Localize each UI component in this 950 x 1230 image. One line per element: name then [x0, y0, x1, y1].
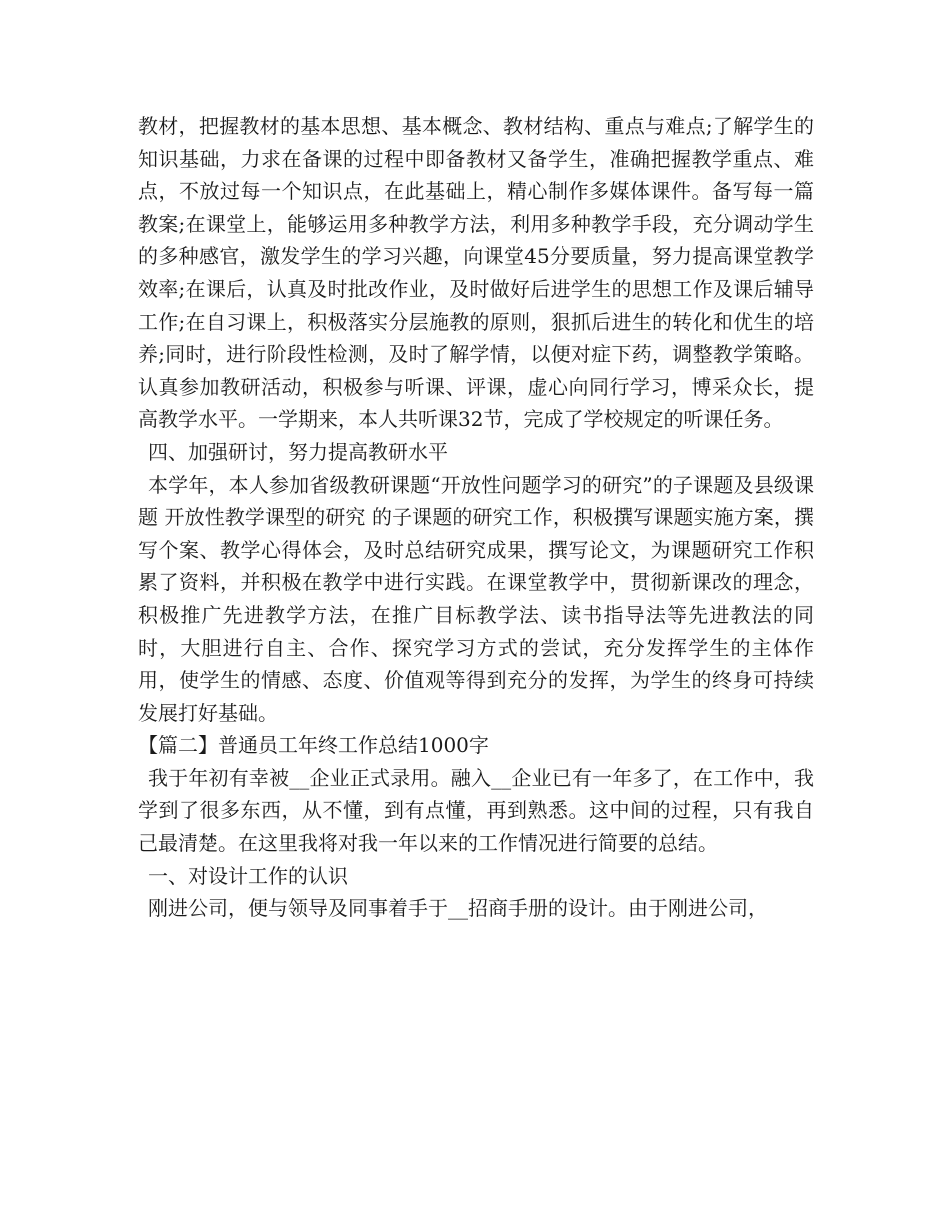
heading-part-two: 【篇二】普通员工年终工作总结1000字 — [138, 733, 489, 758]
paragraph-design-start: 刚进公司，便与领导及同事着手于__招商手册的设计。由于刚进公司， — [148, 896, 768, 921]
heading-section-four: 四、加强研讨，努力提高教研水平 — [148, 439, 448, 464]
heading-section-one: 一、对设计工作的认识 — [148, 863, 348, 888]
paragraph-teaching-continued: 教材，把握教材的基本思想、基本概念、教材结构、重点与难点;了解学生的知识基础，力求在备课的过程中即备教材又备学生，准确把握教学重点、难点，不放过每一个知识点，在此基础上，精心制作多媒体课件。备写每一篇教案;在课堂上，能够运用多种教学方法，利用多种教学手段，充分调动学生的多种感官，激发学生的学习兴趣，向课堂45分要质量，努力提高课堂教学效率;在课后，认真及时批改作业，及时做好后进学生的思想工作及课后辅导工作;在自习课上，积极落实分层施教的原则，狠抓后进生的转化和优生的培养;同时，进行阶段性检测，及时了解学情，以便对症下药，调整教学策略。认真参加教研活动，积极参与听课、评课，虚心向同行学习，博采众长，提高教学水平。一学期来，本人共听课32节，完成了学校规定的听课任务。 — [138, 114, 814, 432]
document-body — [138, 110, 814, 925]
paragraph-research: 本学年，本人参加省级教研课题“开放性问题学习的研究”的子课题及县级课题 开放性教学课型的研究 的子课题的研究工作，积极撰写课题实施方案，撰写个案、教学心得体会，及时总结研究成果，撰写论文，为课题研究工作积累了资料，并积极在教学中进行实践。在课堂教学中，贯彻新课改的理念，积极推广先进教学方法，在推广目标教学法、读书指导法等先进教法的同时，大胆进行自主、合作、探究学习方式的尝试，充分发挥学生的主体作用，使学生的情感、态度、价值观等得到充分的发挥，为学生的终身可持续发展打好基础。 — [138, 472, 814, 725]
paragraph-intro: 我于年初有幸被__企业正式录用。融入__企业已有一年多了，在工作中，我学到了很多东西，从不懂，到有点懂，再到熟悉。这中间的过程，只有我自己最清楚。在这里我将对我一年以来的工作情况进行简要的总结。 — [138, 765, 814, 856]
